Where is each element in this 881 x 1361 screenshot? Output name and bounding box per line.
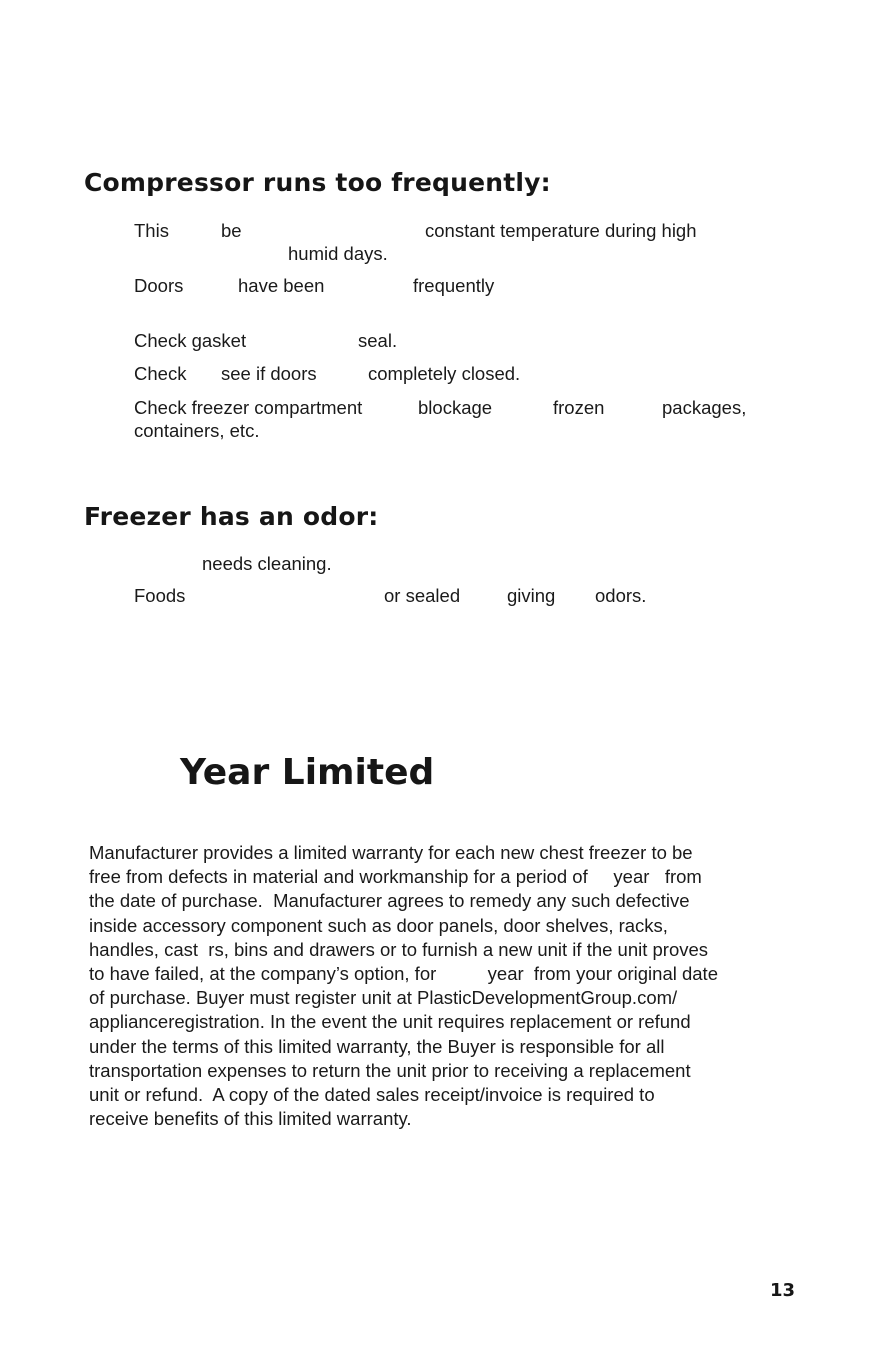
paragraph-line: receive benefits of this limited warranty. [89, 1108, 412, 1130]
paragraph-line: of purchase. Buyer must register unit at PlasticDevelopmentGroup.com/ [89, 987, 678, 1009]
text-fragment: odors. [595, 585, 647, 606]
section-heading-compressor: Compressor runs too frequently: [84, 168, 551, 197]
text-fragment: giving [507, 585, 556, 606]
text-fragment: humid days. [288, 243, 388, 264]
text-fragment: have been [238, 275, 325, 296]
paragraph-line: applianceregistration. In the event the unit requires replacement or refund [89, 1011, 691, 1033]
text-fragment: be [221, 220, 242, 241]
paragraph-line: under the terms of this limited warranty, the Buyer is responsible for all [89, 1035, 665, 1057]
warranty-paragraph [89, 841, 789, 1131]
text-fragment: or sealed [384, 585, 461, 606]
text-fragment: Doors [134, 275, 184, 296]
text-fragment: Check gasket [134, 330, 247, 351]
text-fragment: Foods [134, 585, 186, 606]
text-fragment: see if doors [221, 363, 317, 384]
text-fragment: completely closed. [368, 363, 521, 384]
paragraph-line: transportation expenses to return the unit prior to receiving a replacement [89, 1059, 691, 1081]
paragraph-line: the date of purchase. Manufacturer agrees to remedy any such defective [89, 890, 690, 912]
text-fragment: Check freezer compartment [134, 397, 363, 418]
paragraph-line: unit or refund. A copy of the dated sales receipt/invoice is required to [89, 1084, 655, 1106]
page-number: 13 [770, 1280, 796, 1301]
text-fragment: blockage [418, 397, 493, 418]
section-heading-odor: Freezer has an odor: [84, 502, 379, 531]
text-fragment: frozen [553, 397, 605, 418]
text-fragment: Check [134, 363, 187, 384]
text-fragment: packages, [662, 397, 747, 418]
text-fragment: This [134, 220, 169, 241]
paragraph-line: Manufacturer provides a limited warranty for each new chest freezer to be [89, 842, 693, 863]
text-fragment: constant temperature during high [425, 220, 697, 241]
paragraph-line: inside accessory component such as door panels, door shelves, racks, [89, 914, 668, 936]
paragraph-line: to have failed, at the company’s option, for year from your original date [89, 963, 718, 985]
warranty-title: Year Limited [180, 752, 435, 793]
text-fragment: needs cleaning. [202, 553, 332, 574]
paragraph-line: free from defects in material and workmanship for a period of year from [89, 866, 702, 888]
text-fragment: containers, etc. [134, 420, 260, 441]
text-fragment: frequently [413, 275, 495, 296]
paragraph-line: handles, cast rs, bins and drawers or to furnish a new unit if the unit proves [89, 938, 709, 960]
text-fragment: seal. [358, 330, 398, 351]
